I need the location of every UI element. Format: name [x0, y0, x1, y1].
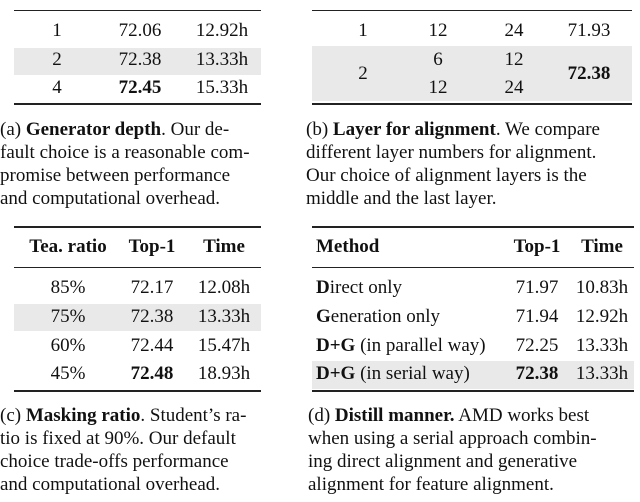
table-b-row-2-col2: 12: [504, 49, 524, 70]
table-d-row-4-method: [316, 362, 470, 386]
table-b-row-2-top1: 72.38: [567, 63, 611, 84]
table-d-row-2-time: 12.92h: [575, 306, 629, 327]
table-b-caption-line-1: . We compare: [495, 119, 600, 140]
table-b-caption-line-4: middle and the last layer.: [306, 188, 497, 209]
table-d-top-rule: [312, 226, 634, 228]
table-a-row-2-top1: 72.38: [118, 49, 162, 70]
table-b-bottom-rule: [312, 103, 632, 105]
table-d-caption-label: (d): [308, 405, 335, 426]
table-c-row-2-time: 13.33h: [197, 306, 251, 327]
table-c-row-3-ratio: 60%: [50, 335, 86, 356]
table-d-row-2-method-initial: G: [316, 306, 331, 327]
table-a-caption-line-2: fault choice is a reasonable com-: [0, 142, 250, 163]
table-d-row-4-method-rest: (in serial way): [355, 363, 470, 384]
table-c-header-ratio: Tea. ratio: [29, 236, 107, 257]
table-c-caption: [0, 404, 278, 496]
table-a-caption-line-1: . Our de-: [161, 119, 230, 140]
table-c-caption-line-3: choice trade-offs performance: [0, 451, 229, 472]
table-d-row-4-method-initial: D+G: [316, 363, 356, 384]
table-d-header-method: Method: [316, 236, 380, 257]
table-b-caption: [306, 118, 640, 210]
table-c-row-3-top1: 72.44: [130, 335, 174, 356]
table-d-header-time: Time: [581, 236, 623, 257]
table-a-row-1-depth: 1: [52, 20, 62, 41]
table-d-row-2-top1: 71.94: [515, 306, 559, 327]
table-d-row-1-time: 10.83h: [575, 277, 629, 298]
table-c-row-1-time: 12.08h: [197, 277, 251, 298]
table-c-caption-line-4: and computational overhead.: [0, 474, 221, 495]
table-d-row-1-method-rest: irect only: [329, 277, 403, 298]
table-b-row-1-top1: 71.93: [567, 20, 611, 41]
table-d-row-3-top1: 72.25: [515, 335, 559, 356]
table-c-caption-label: (c): [0, 405, 26, 426]
table-a-caption-label: (a): [0, 119, 26, 140]
table-c-row-3-time: 15.47h: [197, 335, 251, 356]
table-d-row-1-method-initial: D: [316, 277, 330, 298]
table-a-row-3-top1: 72.45: [118, 77, 162, 98]
table-c-row-2-ratio: 75%: [50, 306, 86, 327]
table-b-caption-line-2: different layer numbers for alignment.: [306, 142, 597, 163]
table-b-row-3-col2: 24: [504, 77, 524, 98]
table-b-caption-label: (b): [306, 119, 333, 140]
table-a-row-1-top1: 72.06: [118, 20, 162, 41]
table-d-row-1-top1: 71.97: [515, 277, 559, 298]
table-a-caption-line-4: and computational overhead.: [0, 188, 221, 209]
table-a-header-rule: [14, 10, 261, 11]
table-d-row-2-method-rest: eneration only: [330, 306, 440, 327]
table-d-header-top1: Top-1: [513, 236, 561, 257]
table-c-top-rule: [14, 226, 261, 228]
table-c-bottom-rule: [14, 390, 261, 392]
table-c-header-time: Time: [203, 236, 245, 257]
table-b-row-2-col1: 6: [433, 49, 443, 70]
table-c-caption-title: Masking ratio: [25, 405, 141, 426]
table-d-bottom-rule: [312, 390, 634, 392]
table-a-bottom-rule: [14, 103, 261, 105]
table-a-caption-title: Generator depth: [25, 119, 162, 140]
table-d-caption-line-4: alignment for feature alignment.: [308, 474, 554, 495]
table-a-row-2-time: 13.33h: [195, 49, 249, 70]
table-a-row-3-depth: 4: [52, 77, 62, 98]
table-d-row-4-time: 13.33h: [575, 363, 629, 384]
table-b-row-1-layer: 1: [358, 20, 368, 41]
table-c-row-4-time: 18.93h: [197, 363, 251, 384]
table-d-caption-line-2: when using a serial approach combin-: [308, 428, 597, 449]
table-c-caption-line-2: tio is fixed at 90%. Our default: [0, 428, 236, 449]
table-d-row-3-method-initial: D+G: [316, 335, 356, 356]
table-d-row-1-method: [316, 276, 402, 300]
table-d-caption-title: Distill manner.: [334, 405, 455, 426]
table-b-row-3-col1: 12: [428, 77, 448, 98]
table-c-header-top1: Top-1: [128, 236, 176, 257]
table-c-header-rule: [14, 267, 261, 268]
table-c-row-4-ratio: 45%: [50, 363, 86, 384]
table-c-row-2-top1: 72.38: [130, 306, 174, 327]
table-c-row-1-ratio: 85%: [50, 277, 86, 298]
table-d-caption-line-3: ing direct alignment and generative: [308, 451, 578, 472]
table-b-header-rule: [312, 10, 632, 11]
table-d-row-2-method: [316, 305, 440, 329]
table-b-caption-line-3: Our choice of alignment layers is the: [306, 165, 587, 186]
table-d-row-3-time: 13.33h: [575, 335, 629, 356]
table-b-row-1-col2: 24: [504, 20, 524, 41]
table-d-row-4-top1: 72.38: [515, 363, 559, 384]
table-b-row-2-layer: 2: [358, 63, 368, 84]
table-c-row-1-top1: 72.17: [130, 277, 174, 298]
table-a-row-3-time: 15.33h: [195, 77, 249, 98]
table-b-row-1-col1: 12: [428, 20, 448, 41]
table-a-row-2-depth: 2: [52, 49, 62, 70]
table-c-caption-line-1: . Student’s ra-: [140, 405, 247, 426]
table-d-row-3-method-rest: (in parallel way): [355, 335, 486, 356]
table-a-row-1-time: 12.92h: [195, 20, 249, 41]
table-b-caption-title: Layer for alignment: [332, 119, 496, 140]
table-c-row-4-top1: 72.48: [130, 363, 174, 384]
table-d-row-3-method: [316, 334, 486, 358]
table-a-caption-line-3: promise between performance: [0, 165, 231, 186]
table-a-caption: [0, 118, 278, 210]
table-d-header-rule: [312, 267, 634, 268]
table-d-caption-line-1: AMD works best: [454, 405, 590, 426]
table-d-caption: [308, 404, 640, 496]
